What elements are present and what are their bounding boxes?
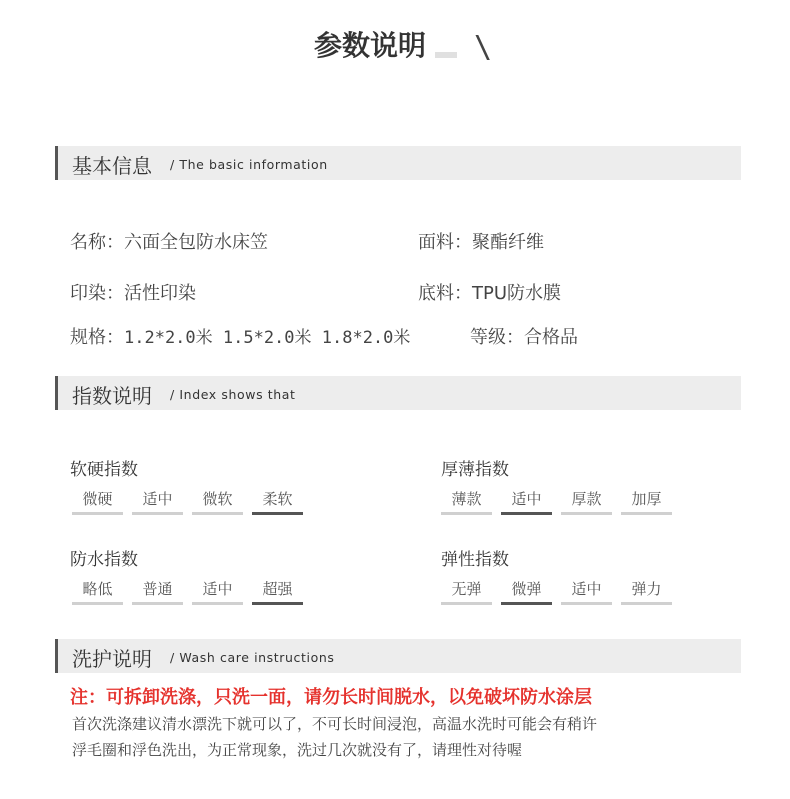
waterproof-option-3: 适中 — [192, 578, 243, 605]
index-thickness-label: 厚薄指数 — [441, 460, 509, 480]
care-warning-note: 注：可拆卸洗涤，只洗一面，请勿长时间脱水，以免破坏防水涂层 — [70, 687, 592, 708]
index-waterproof-label: 防水指数 — [70, 550, 138, 570]
info-bottom: 底料：TPU防水膜 — [418, 283, 562, 304]
section-title-cn: 基本信息 — [72, 154, 152, 178]
waterproof-option-1: 略低 — [72, 578, 123, 605]
section-title-cn: 洗护说明 — [72, 647, 152, 671]
info-spec-label: 规格： — [70, 327, 124, 348]
section-title-en: / The basic information — [170, 157, 328, 172]
info-spec — [70, 323, 410, 349]
info-fabric: 面料：聚酯纤维 — [418, 232, 544, 253]
info-grade: 等级：合格品 — [470, 327, 578, 348]
softness-option-3: 微软 — [192, 488, 243, 515]
info-name: 名称：六面全包防水床笠 — [70, 232, 268, 253]
softness-option-4-selected: 柔软 — [252, 488, 303, 515]
thickness-option-4: 加厚 — [621, 488, 672, 515]
section-title-en: / Index shows that — [170, 387, 296, 402]
title-decoration-bar — [435, 52, 457, 58]
elasticity-option-3: 适中 — [561, 578, 612, 605]
softness-option-2: 适中 — [132, 488, 183, 515]
elasticity-option-2-selected: 微弹 — [501, 578, 552, 605]
thickness-option-1: 薄款 — [441, 488, 492, 515]
waterproof-option-4-selected: 超强 — [252, 578, 303, 605]
info-spec-values: 1.2*2.0米 1.5*2.0米 1.8*2.0米 — [124, 328, 411, 348]
section-header-care — [55, 639, 741, 673]
title-decoration-slash: \ — [474, 30, 493, 65]
index-elasticity-label: 弹性指数 — [441, 550, 509, 570]
waterproof-option-2: 普通 — [132, 578, 183, 605]
elasticity-option-1: 无弹 — [441, 578, 492, 605]
section-title-cn: 指数说明 — [72, 384, 152, 408]
section-title-en: / Wash care instructions — [170, 650, 335, 665]
section-header-index — [55, 376, 741, 410]
index-softness-label: 软硬指数 — [70, 460, 138, 480]
elasticity-option-4: 弹力 — [621, 578, 672, 605]
info-print: 印染：活性印染 — [70, 283, 196, 304]
section-header-basic — [55, 146, 741, 180]
softness-option-1: 微硬 — [72, 488, 123, 515]
page-title: 参数说明 — [313, 29, 426, 62]
thickness-option-3: 厚款 — [561, 488, 612, 515]
thickness-option-2-selected: 适中 — [501, 488, 552, 515]
care-description-line-1: 首次洗涤建议清水漂洗下就可以了，不可长时间浸泡，高温水洗时可能会有稍许 — [72, 715, 598, 733]
care-description-line-2: 浮毛圈和浮色洗出，为正常现象，洗过几次就没有了，请理性对待喔 — [72, 741, 523, 759]
